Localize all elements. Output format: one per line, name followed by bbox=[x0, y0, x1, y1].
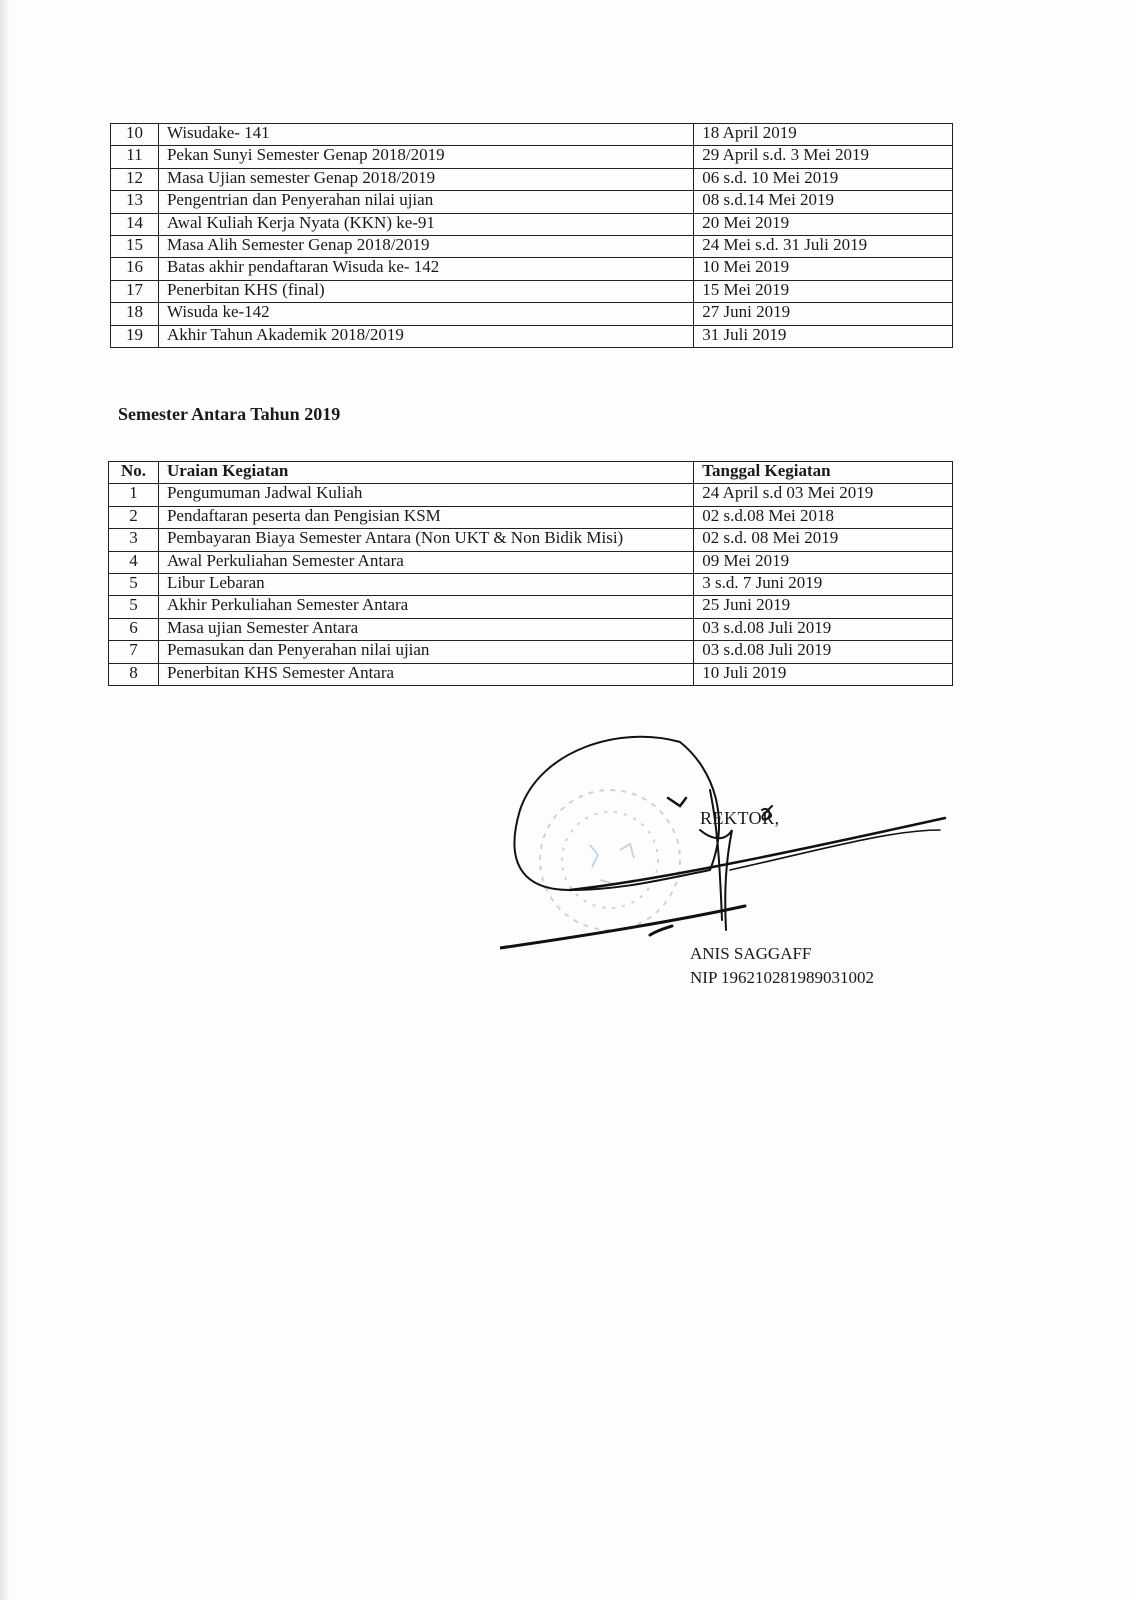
table-row bbox=[109, 641, 953, 663]
row-activity: Libur Lebaran bbox=[158, 573, 693, 595]
signature-stroke bbox=[500, 737, 945, 948]
signature-title: REKTOR, bbox=[700, 808, 780, 828]
row-date: 03 s.d.08 Juli 2019 bbox=[694, 618, 953, 640]
row-number: 19 bbox=[111, 325, 159, 347]
scan-edge-shadow bbox=[0, 0, 10, 1600]
table-row bbox=[111, 303, 953, 325]
table-row bbox=[111, 168, 953, 190]
row-activity: Penerbitan KHS (final) bbox=[158, 280, 693, 302]
table-row bbox=[109, 506, 953, 528]
table-row bbox=[109, 573, 953, 595]
row-number: 14 bbox=[111, 213, 159, 235]
row-activity: Penerbitan KHS Semester Antara bbox=[158, 663, 693, 685]
table-row bbox=[109, 663, 953, 685]
row-number: 18 bbox=[111, 303, 159, 325]
signatory-nip: NIP 196210281989031002 bbox=[690, 968, 875, 987]
header-tanggal: Tanggal Kegiatan bbox=[694, 462, 953, 484]
table-row bbox=[111, 280, 953, 302]
row-number: 16 bbox=[111, 258, 159, 280]
row-date: 18 April 2019 bbox=[694, 124, 953, 146]
row-activity: Awal Kuliah Kerja Nyata (KKN) ke-91 bbox=[158, 213, 693, 235]
row-date: 27 Juni 2019 bbox=[694, 303, 953, 325]
row-number: 10 bbox=[111, 124, 159, 146]
row-date: 24 April s.d 03 Mei 2019 bbox=[694, 484, 953, 506]
row-date: 10 Mei 2019 bbox=[694, 258, 953, 280]
row-number: 2 bbox=[109, 506, 159, 528]
row-date: 15 Mei 2019 bbox=[694, 280, 953, 302]
faded-stamp bbox=[540, 790, 680, 930]
row-date: 02 s.d.08 Mei 2018 bbox=[694, 506, 953, 528]
row-date: 08 s.d.14 Mei 2019 bbox=[694, 191, 953, 213]
row-number: 5 bbox=[109, 596, 159, 618]
table-row bbox=[111, 213, 953, 235]
row-number: 8 bbox=[109, 663, 159, 685]
row-number: 5 bbox=[109, 573, 159, 595]
row-number: 4 bbox=[109, 551, 159, 573]
table-row bbox=[111, 235, 953, 257]
row-activity: Wisudake- 141 bbox=[158, 124, 693, 146]
row-activity: Pengumuman Jadwal Kuliah bbox=[158, 484, 693, 506]
row-number: 6 bbox=[109, 618, 159, 640]
row-activity: Pembayaran Biaya Semester Antara (Non UKT & Non Bidik Misi) bbox=[158, 529, 693, 551]
row-date: 31 Juli 2019 bbox=[694, 325, 953, 347]
academic-calendar-table-body bbox=[111, 124, 953, 348]
row-number: 13 bbox=[111, 191, 159, 213]
table-row bbox=[111, 191, 953, 213]
table-row bbox=[109, 618, 953, 640]
table-row bbox=[111, 258, 953, 280]
row-date: 29 April s.d. 3 Mei 2019 bbox=[694, 146, 953, 168]
signatory-name: ANIS SAGGAFF bbox=[690, 944, 812, 963]
row-date: 20 Mei 2019 bbox=[694, 213, 953, 235]
row-activity: Pendaftaran peserta dan Pengisian KSM bbox=[158, 506, 693, 528]
semester-antara-table-body bbox=[109, 484, 953, 686]
row-activity: Masa Ujian semester Genap 2018/2019 bbox=[158, 168, 693, 190]
table-row bbox=[109, 484, 953, 506]
row-activity: Akhir Tahun Akademik 2018/2019 bbox=[158, 325, 693, 347]
row-activity: Akhir Perkuliahan Semester Antara bbox=[158, 596, 693, 618]
row-activity: Pengentrian dan Penyerahan nilai ujian bbox=[158, 191, 693, 213]
row-number: 3 bbox=[109, 529, 159, 551]
row-number: 1 bbox=[109, 484, 159, 506]
table-row bbox=[111, 124, 953, 146]
row-activity: Batas akhir pendaftaran Wisuda ke- 142 bbox=[158, 258, 693, 280]
row-date: 09 Mei 2019 bbox=[694, 551, 953, 573]
row-activity: Pekan Sunyi Semester Genap 2018/2019 bbox=[158, 146, 693, 168]
row-activity: Awal Perkuliahan Semester Antara bbox=[158, 551, 693, 573]
table-row bbox=[109, 596, 953, 618]
header-kegiatan: Uraian Kegiatan bbox=[158, 462, 693, 484]
row-activity: Masa Alih Semester Genap 2018/2019 bbox=[158, 235, 693, 257]
semester-antara-table bbox=[108, 461, 953, 686]
row-number: 11 bbox=[111, 146, 159, 168]
row-date: 10 Juli 2019 bbox=[694, 663, 953, 685]
row-activity: Pemasukan dan Penyerahan nilai ujian bbox=[158, 641, 693, 663]
section-title-semester-antara: Semester Antara Tahun 2019 bbox=[118, 404, 341, 424]
row-activity: Masa ujian Semester Antara bbox=[158, 618, 693, 640]
row-number: 17 bbox=[111, 280, 159, 302]
table-row bbox=[109, 529, 953, 551]
row-activity: Wisuda ke-142 bbox=[158, 303, 693, 325]
row-number: 7 bbox=[109, 641, 159, 663]
signature-block bbox=[500, 730, 1000, 1010]
row-date: 3 s.d. 7 Juni 2019 bbox=[694, 573, 953, 595]
row-date: 02 s.d. 08 Mei 2019 bbox=[694, 529, 953, 551]
academic-calendar-table-continued bbox=[110, 123, 953, 348]
header-no: No. bbox=[109, 462, 159, 484]
table-row bbox=[111, 146, 953, 168]
row-date: 03 s.d.08 Juli 2019 bbox=[694, 641, 953, 663]
table-row bbox=[111, 325, 953, 347]
row-date: 06 s.d. 10 Mei 2019 bbox=[694, 168, 953, 190]
table-header-row bbox=[109, 462, 953, 484]
row-number: 12 bbox=[111, 168, 159, 190]
row-number: 15 bbox=[111, 235, 159, 257]
row-date: 24 Mei s.d. 31 Juli 2019 bbox=[694, 235, 953, 257]
row-date: 25 Juni 2019 bbox=[694, 596, 953, 618]
table-row bbox=[109, 551, 953, 573]
